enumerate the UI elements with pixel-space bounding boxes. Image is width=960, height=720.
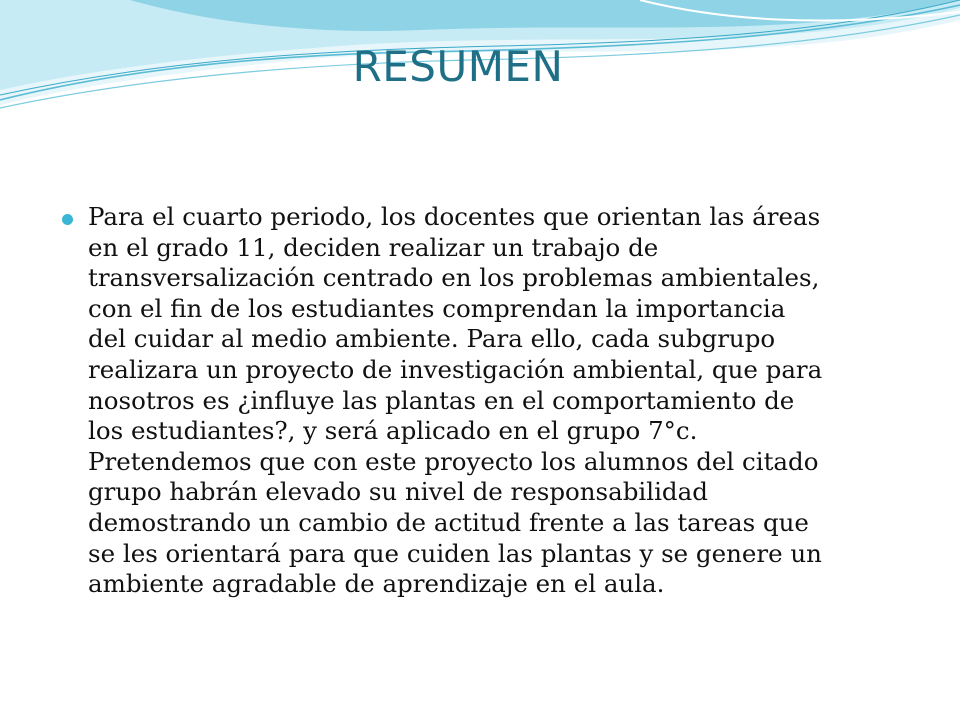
text-line: en el grado 11, deciden realizar un trabajo de	[88, 232, 659, 262]
text-line: Para el cuarto periodo, los docentes que orientan las áreas	[88, 202, 821, 231]
bullet-text	[88, 202, 902, 600]
text-line: realizara un proyecto de investigación ambiental, que para	[88, 354, 823, 384]
text-line: del cuidar al medio ambiente. Para ello, cada subgrupo	[88, 324, 776, 354]
bullet-dot-icon	[62, 214, 73, 225]
text-line: ambiente agradable de aprendizaje en el aula.	[88, 569, 665, 599]
slide-content	[62, 202, 902, 600]
text-line: se les orientará para que cuiden las plantas y se genere un	[88, 538, 822, 568]
text-line: grupo habrán elevado su nivel de responsabilidad	[88, 477, 708, 507]
text-line: Pretendemos que con este proyecto los alumnos del citado	[88, 446, 819, 476]
text-line: nosotros es ¿influye las plantas en el comportamiento de	[88, 385, 795, 415]
text-line: con el fin de los estudiantes comprendan la importancia	[88, 293, 786, 323]
text-line: los estudiantes?, y será aplicado en el grupo 7°c.	[88, 416, 698, 446]
text-line: transversalización centrado en los problemas ambientales,	[88, 263, 820, 293]
text-line: demostrando un cambio de actitud frente a las tareas que	[88, 507, 809, 537]
bullet-item	[62, 202, 902, 600]
slide-title: RESUMEN	[352, 42, 564, 91]
